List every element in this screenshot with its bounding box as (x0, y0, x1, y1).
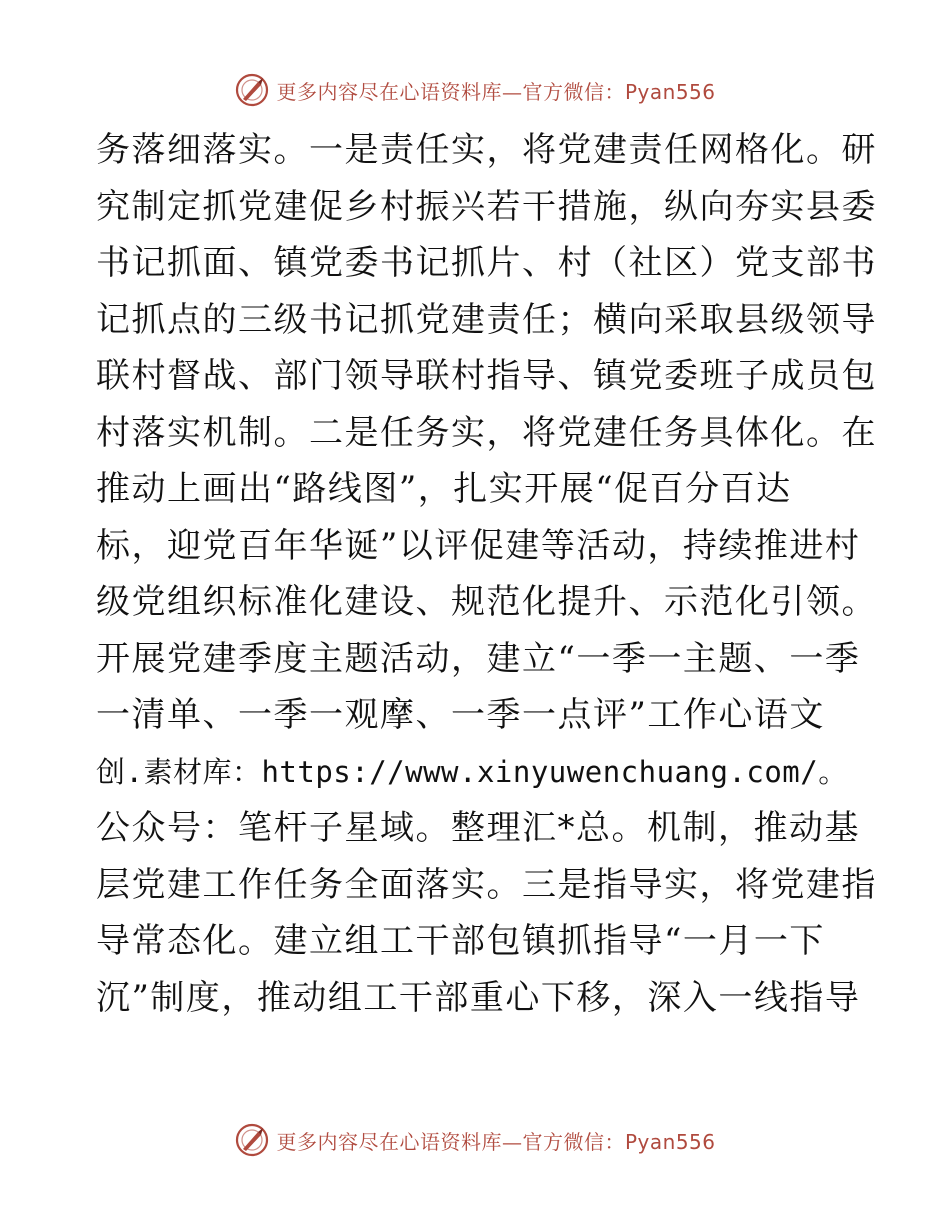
banner-title: 更多内容尽在心语资料库 (276, 1129, 502, 1154)
quill-logo-icon (234, 72, 270, 108)
quill-logo-icon (234, 1122, 270, 1158)
banner-suffix: 官方微信： (522, 79, 625, 104)
text-line: 沉”制度，推动组工干部重心下移，深入一线指导 (96, 977, 861, 1018)
banner-separator: — (501, 1129, 523, 1154)
banner-wechat-id: Pyan556 (624, 79, 716, 104)
text-line: 务落细落实。一是责任实，将党建责任网格化。研 (96, 130, 877, 170)
banner-wechat-id: Pyan556 (624, 1129, 716, 1154)
text-line: 村落实机制。二是任务实，将党建任务具体化。在 (96, 412, 877, 453)
footer-banner-text (276, 1126, 715, 1155)
text-line: 一清单、一季一观摩、一季一点评”工作心语文 (96, 695, 825, 735)
text-line: 推动上画出“路线图”，扎实开展“促百分百达 (96, 469, 792, 509)
banner-suffix: 官方微信： (522, 1129, 625, 1154)
text-line: 公众号：笔杆子星域。整理汇*总。机制，推动基 (96, 808, 860, 848)
text-line: 究制定抓党建促乡村振兴若干措施，纵向夯实县委 (96, 186, 877, 227)
body-text (96, 122, 877, 1026)
text-line: 导常态化。建立组工干部包镇抓指导“一月一下 (96, 921, 825, 961)
banner-title: 更多内容尽在心语资料库 (276, 79, 502, 104)
banner-separator: — (501, 79, 523, 104)
header-banner (0, 68, 950, 112)
text-line: 标，迎党百年华诞”以评促建等活动，持续推进村 (96, 525, 861, 566)
text-line: 联村督战、部门领导联村指导、镇党委班子成员包 (96, 356, 877, 396)
text-line: 书记抓面、镇党委书记抓片、村（社区）党支部书 (96, 243, 877, 283)
text-line: 层党建工作任务全面落实。三是指导实，将党建指 (96, 864, 877, 905)
header-banner-text (276, 76, 715, 105)
text-line-url: 创.素材库：https://www.xinyuwenchuang.com/。 (96, 754, 848, 789)
text-line: 开展党建季度主题活动，建立“一季一主题、一季 (96, 638, 861, 679)
text-line: 级党组织标准化建设、规范化提升、示范化引领。 (96, 582, 877, 622)
text-line: 记抓点的三级书记抓党建责任；横向采取县级领导 (96, 299, 877, 340)
footer-banner (0, 1118, 950, 1162)
